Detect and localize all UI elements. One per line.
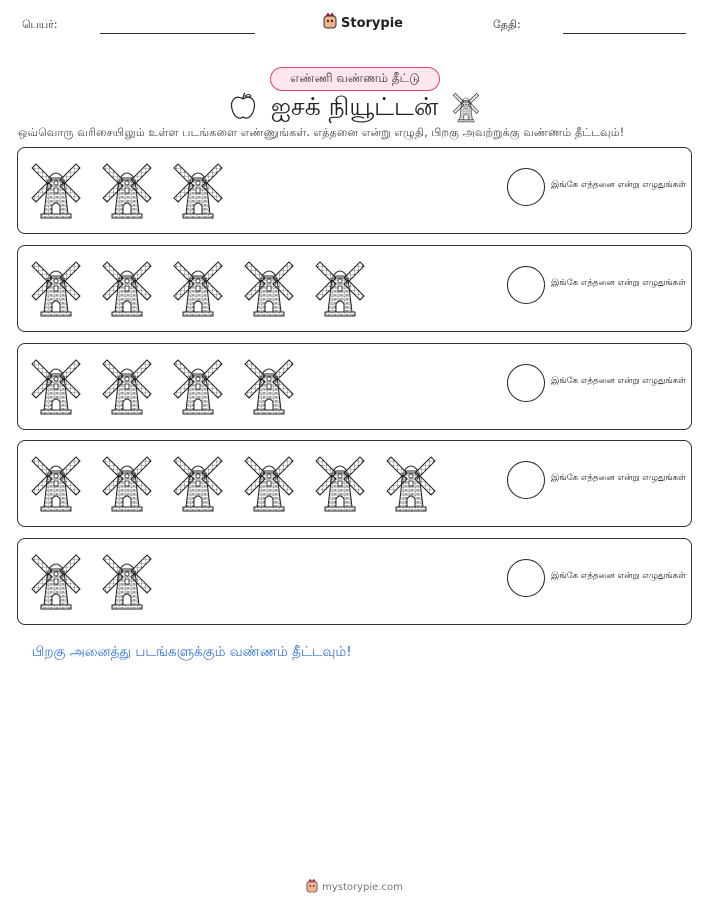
count-row-3 xyxy=(17,343,692,430)
count-row-4 xyxy=(17,440,692,527)
windmill-icon xyxy=(314,449,366,513)
windmill-icon xyxy=(30,547,82,611)
windmill-icon xyxy=(243,449,295,513)
coloring-note: பிறகு அனைத்து படங்களுக்கும் வண்ணம் தீட்டவும்! xyxy=(32,644,352,660)
answer-circle[interactable] xyxy=(507,364,545,402)
windmill-icon xyxy=(172,449,224,513)
count-row-5 xyxy=(17,538,692,625)
answer-circle[interactable] xyxy=(507,168,545,206)
windmill-icon xyxy=(30,254,82,318)
windmill-group xyxy=(30,449,437,513)
windmill-icon xyxy=(101,254,153,318)
windmill-group xyxy=(30,352,295,416)
windmill-icon xyxy=(101,547,153,611)
instructions: ஒவ்வொரு வரிசையிலும் உள்ள படங்களை எண்ணுங்கள். எத்தனை என்று எழுதி, பிறகு அவற்றுக்கு வண்ணம் தீட்டவும்! xyxy=(18,126,625,139)
windmill-icon xyxy=(243,254,295,318)
date-write-line[interactable] xyxy=(563,33,686,34)
footer-brand xyxy=(0,879,709,896)
answer-circle[interactable] xyxy=(507,461,545,499)
answer-hint: இங்கே எத்தனை என்று எழுதுங்கள் xyxy=(551,180,686,190)
brand-logo xyxy=(323,13,403,33)
page-title: ஐசக் நியூட்டன் xyxy=(270,91,439,121)
answer-hint: இங்கே எத்தனை என்று எழுதுங்கள் xyxy=(551,376,686,386)
windmill-icon xyxy=(30,156,82,220)
worksheet-type-badge xyxy=(270,67,440,91)
name-write-line[interactable] xyxy=(100,33,255,34)
answer-hint: இங்கே எத்தனை என்று எழுதுங்கள் xyxy=(551,278,686,288)
windmill-icon xyxy=(101,449,153,513)
footer-site-link[interactable]: mystorypie.com xyxy=(322,882,403,893)
windmill-icon xyxy=(172,254,224,318)
name-label: பெயர்: xyxy=(22,18,58,31)
title-area xyxy=(0,90,709,126)
windmill-group xyxy=(30,254,366,318)
apple-icon xyxy=(229,91,257,125)
windmill-icon xyxy=(172,352,224,416)
count-row-2 xyxy=(17,245,692,332)
windmill-icon xyxy=(314,254,366,318)
badge-label: எண்ணி வண்ணம் தீட்டு xyxy=(290,71,420,85)
windmill-icon xyxy=(172,156,224,220)
storypie-mascot-icon xyxy=(306,879,318,896)
answer-circle[interactable] xyxy=(507,266,545,304)
answer-hint: இங்கே எத்தனை என்று எழுதுங்கள் xyxy=(551,473,686,483)
windmill-icon xyxy=(243,352,295,416)
windmill-icon xyxy=(385,449,437,513)
windmill-icon xyxy=(101,156,153,220)
windmill-icon xyxy=(30,449,82,513)
storypie-mascot-icon xyxy=(323,13,337,33)
date-label: தேதி: xyxy=(493,18,521,31)
windmill-group xyxy=(30,547,153,611)
windmill-icon xyxy=(452,89,480,127)
windmill-group xyxy=(30,156,224,220)
brand-name: Storypie xyxy=(341,15,403,31)
count-row-1 xyxy=(17,147,692,234)
answer-circle[interactable] xyxy=(507,559,545,597)
windmill-icon xyxy=(101,352,153,416)
answer-hint: இங்கே எத்தனை என்று எழுதுங்கள் xyxy=(551,571,686,581)
windmill-icon xyxy=(30,352,82,416)
